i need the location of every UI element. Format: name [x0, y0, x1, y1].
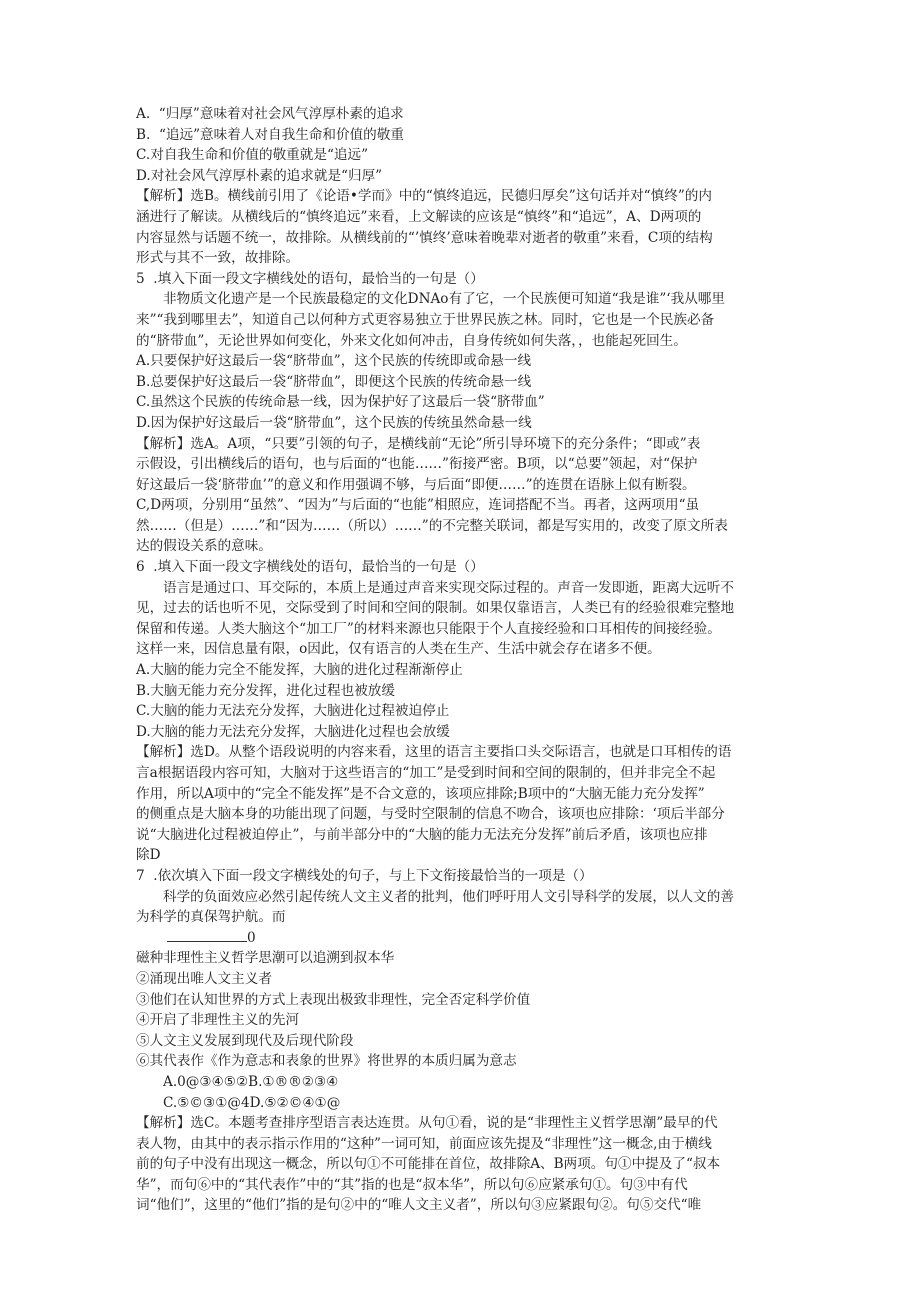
analysis-line: 前的句子中没有出现这一概念，所以句①不可能排在首位，故排除A、B两项。句①中提及了“叔本 — [136, 1156, 721, 1173]
passage-line: 非物质文化遗产是一个民族最稳定的文化DNAo有了它，一个民族便可知道“我是谁”‘我从哪里 — [163, 291, 725, 308]
option-line: B.总要保护好这最后一袋“脐带血”，即便这个民族的传统命悬一线 — [136, 373, 532, 390]
analysis-line: 言a根据语段内容可知，大脑对于这些语言的“加工”是受到时间和空间的限制的，但并非完全不起 — [136, 765, 716, 781]
analysis-line: 说“大脑进化过程被迫停止”，与前半部分中的“大脑的能力无法充分发挥”前后矛盾，该项也应排 — [136, 826, 708, 843]
blank-line — [136, 928, 788, 949]
passage-line: 为科学的真保驾护航。而 — [136, 909, 286, 926]
analysis-line: 表人物，由其中的表示指示作用的“这种”一词可知，前面应该先提及“非理性”这一概念,由于横线 — [136, 1135, 712, 1152]
blank-mark: 0 — [247, 929, 256, 946]
option-line: A.大脑的能力完全不能发挥，大脑的进化过程渐渐停止 — [136, 662, 463, 679]
analysis-line: 作用，所以A项中的“完全不能发挥”是不合文意的，该项应排除;B项中的“大脑无能力充分发挥” — [136, 785, 705, 802]
analysis-line: 除D — [136, 847, 161, 864]
option-line: D.对社会风气淳厚朴素的追求就是“归厚” — [136, 167, 383, 184]
analysis-line: 形式与其不一致，故排除。 — [136, 250, 300, 267]
passage-line: 科学的负面效应必然引起传统人文主义者的批判，他们呼吁用人文引导科学的发展，以人文的善 — [163, 888, 734, 905]
sentence-line: 磁种非理性主义哲学思潮可以追溯到叔本华 — [136, 950, 395, 967]
passage-line: 保留和传递。人类大脑这个“加工厂”的材料来源也只能限于个人直接经验和口耳相传的间接经验。 — [136, 620, 721, 637]
analysis-line: 内容显然与话题不统一，故排除。从横线前的“’慎终’意味着晚辈对逝者的敬重”来看，C项的结构 — [136, 229, 713, 246]
analysis-line: 【解析】选C。本题考查排序型语言表达连贯。从句①看，说的是“非理性主义哲学思潮”最早的代 — [136, 1115, 718, 1132]
passage-line: 见，过去的话也听不见，交际受到了时间和空间的限制。如果仅靠语言，人类已有的经验很难完整地 — [136, 600, 735, 617]
fill-blank — [167, 929, 247, 942]
analysis-line: C,D两项，分别用“虽然”、“因为”与后面的“也能”相照应，连词搭配不当。再者，这两项用“虽 — [136, 497, 700, 514]
option-line: C.⑤©③①@4D.⑤②©④①@ — [163, 1094, 341, 1111]
option-line: A.0@③④⑤②B.①®®②③④ — [163, 1073, 339, 1090]
analysis-line: 华”，而句⑥中的“其代表作”中的“其”指的也是“叔本华”，所以句⑥应紧承句①。句③中有代 — [136, 1176, 688, 1193]
analysis-line: 然……（但是）……”和“因为……（所以）……”的不完整关联词，都是写实用的，改变了原文所表 — [136, 517, 728, 534]
analysis-line: 好这最后一袋‘脐带血’”的意义和作用强调不够，与后面“即便……”的连贯在语脉上似有断裂。 — [136, 476, 696, 493]
analysis-line: 示假设，引出横线后的语句，也与后面的“也能……”衔接严密。B项，以“总要”领起，对“保护 — [136, 456, 698, 473]
question-line: 7 .依次填入下面一段文字横线处的句子，与上下文衔接最恰当的一项是（） — [136, 867, 593, 884]
option-line: D.因为保护好这最后一袋“脐带血”，这个民族的传统虽然命悬一线 — [136, 414, 532, 431]
option-line: A. “归厚”意味着对社会风气淳厚朴素的追求 — [136, 106, 404, 122]
sentence-line: ②涌现出唯人文主义者 — [136, 970, 272, 987]
analysis-line: 涵进行了解读。从横线后的“慎终追远”来看，上文解读的应该是“慎终”和“追远”，A、D两项的 — [136, 208, 702, 225]
sentence-line: ③他们在认知世界的方式上表现出极致非理性，完全否定科学价值 — [136, 991, 531, 1008]
question-line: 5 .填入下面一段文字横线处的语句，最恰当的一句是（） — [136, 270, 484, 287]
passage-line: 的“脐带血”，无论世界如何变化，外来文化如何冲击，自身传统如何失落，，也能起死回生。 — [136, 332, 687, 349]
analysis-line: 【解析】选D。从整个语段说明的内容来看，这里的语言主要指口头交际语言，也就是口耳相传的语 — [136, 744, 732, 761]
analysis-line: 达的假设关系的意味。 — [136, 538, 272, 555]
sentence-line: ⑥其代表作《作为意志和表象的世界》将世界的本质归属为意志 — [136, 1053, 517, 1070]
analysis-line: 的侧重点是大脑本身的功能出现了问题，与受时空限制的信息不吻合，该项也应排除：‘项后半部分 — [136, 806, 725, 823]
option-line: C.大脑的能力无法充分发挥，大脑进化过程被迫停止 — [136, 703, 450, 720]
question-line: 6 .填入下面一段文字横线处的语句，最恰当的一句是（） — [136, 559, 484, 576]
sentence-line: ④开启了非理性主义的先河 — [136, 1012, 300, 1029]
option-line: B. “追远”意味着人对自我生命和价值的敬重 — [136, 126, 404, 143]
sentence-line: ⑤人文主义发展到现代及后现代阶段 — [136, 1032, 354, 1049]
passage-line: 这样一来，因信息量有限，o因此，仅有语言的人类在生产、生活中就会存在诸多不便。 — [136, 641, 661, 658]
analysis-line: 【解析】选B。横线前引用了《论语•学而》中的“慎终追远，民德归厚矣”这句话并对“慎终”的内 — [136, 188, 712, 205]
document-page — [136, 104, 788, 1216]
passage-line: 来”“我到哪里去”，知道自己以何种方式更容易独立于世界民族之林。同时，它也是一个民族必备 — [136, 311, 715, 328]
option-line: C.对自我生命和价值的敬重就是“追远” — [136, 147, 369, 164]
analysis-line: 【解析】选A。A项，“只要”引领的句子，是横线前“无论”所引导环境下的充分条件；“即或”表 — [136, 435, 701, 452]
passage-line: 语言是通过口、耳交际的，本质上是通过声音来实现交际过程的。声音一发即逝，距离大远听不 — [163, 579, 734, 596]
option-line: D.大脑的能力无法充分发挥，大脑进化过程也会放缓 — [136, 723, 450, 740]
option-line: C.虽然这个民族的传统命悬一线，因为保护好了这最后一袋“脐带血” — [136, 394, 545, 411]
option-line: B.大脑无能力充分发挥，进化过程也被放缓 — [136, 682, 395, 699]
analysis-line: 词“他们”，这里的“他们”指的是句②中的“唯人文主义者”，所以句③应紧跟句②。句⑤交代“唯 — [136, 1197, 702, 1214]
option-line: A.只要保护好这最后一袋“脐带血”，这个民族的传统即或命悬一线 — [136, 353, 532, 370]
